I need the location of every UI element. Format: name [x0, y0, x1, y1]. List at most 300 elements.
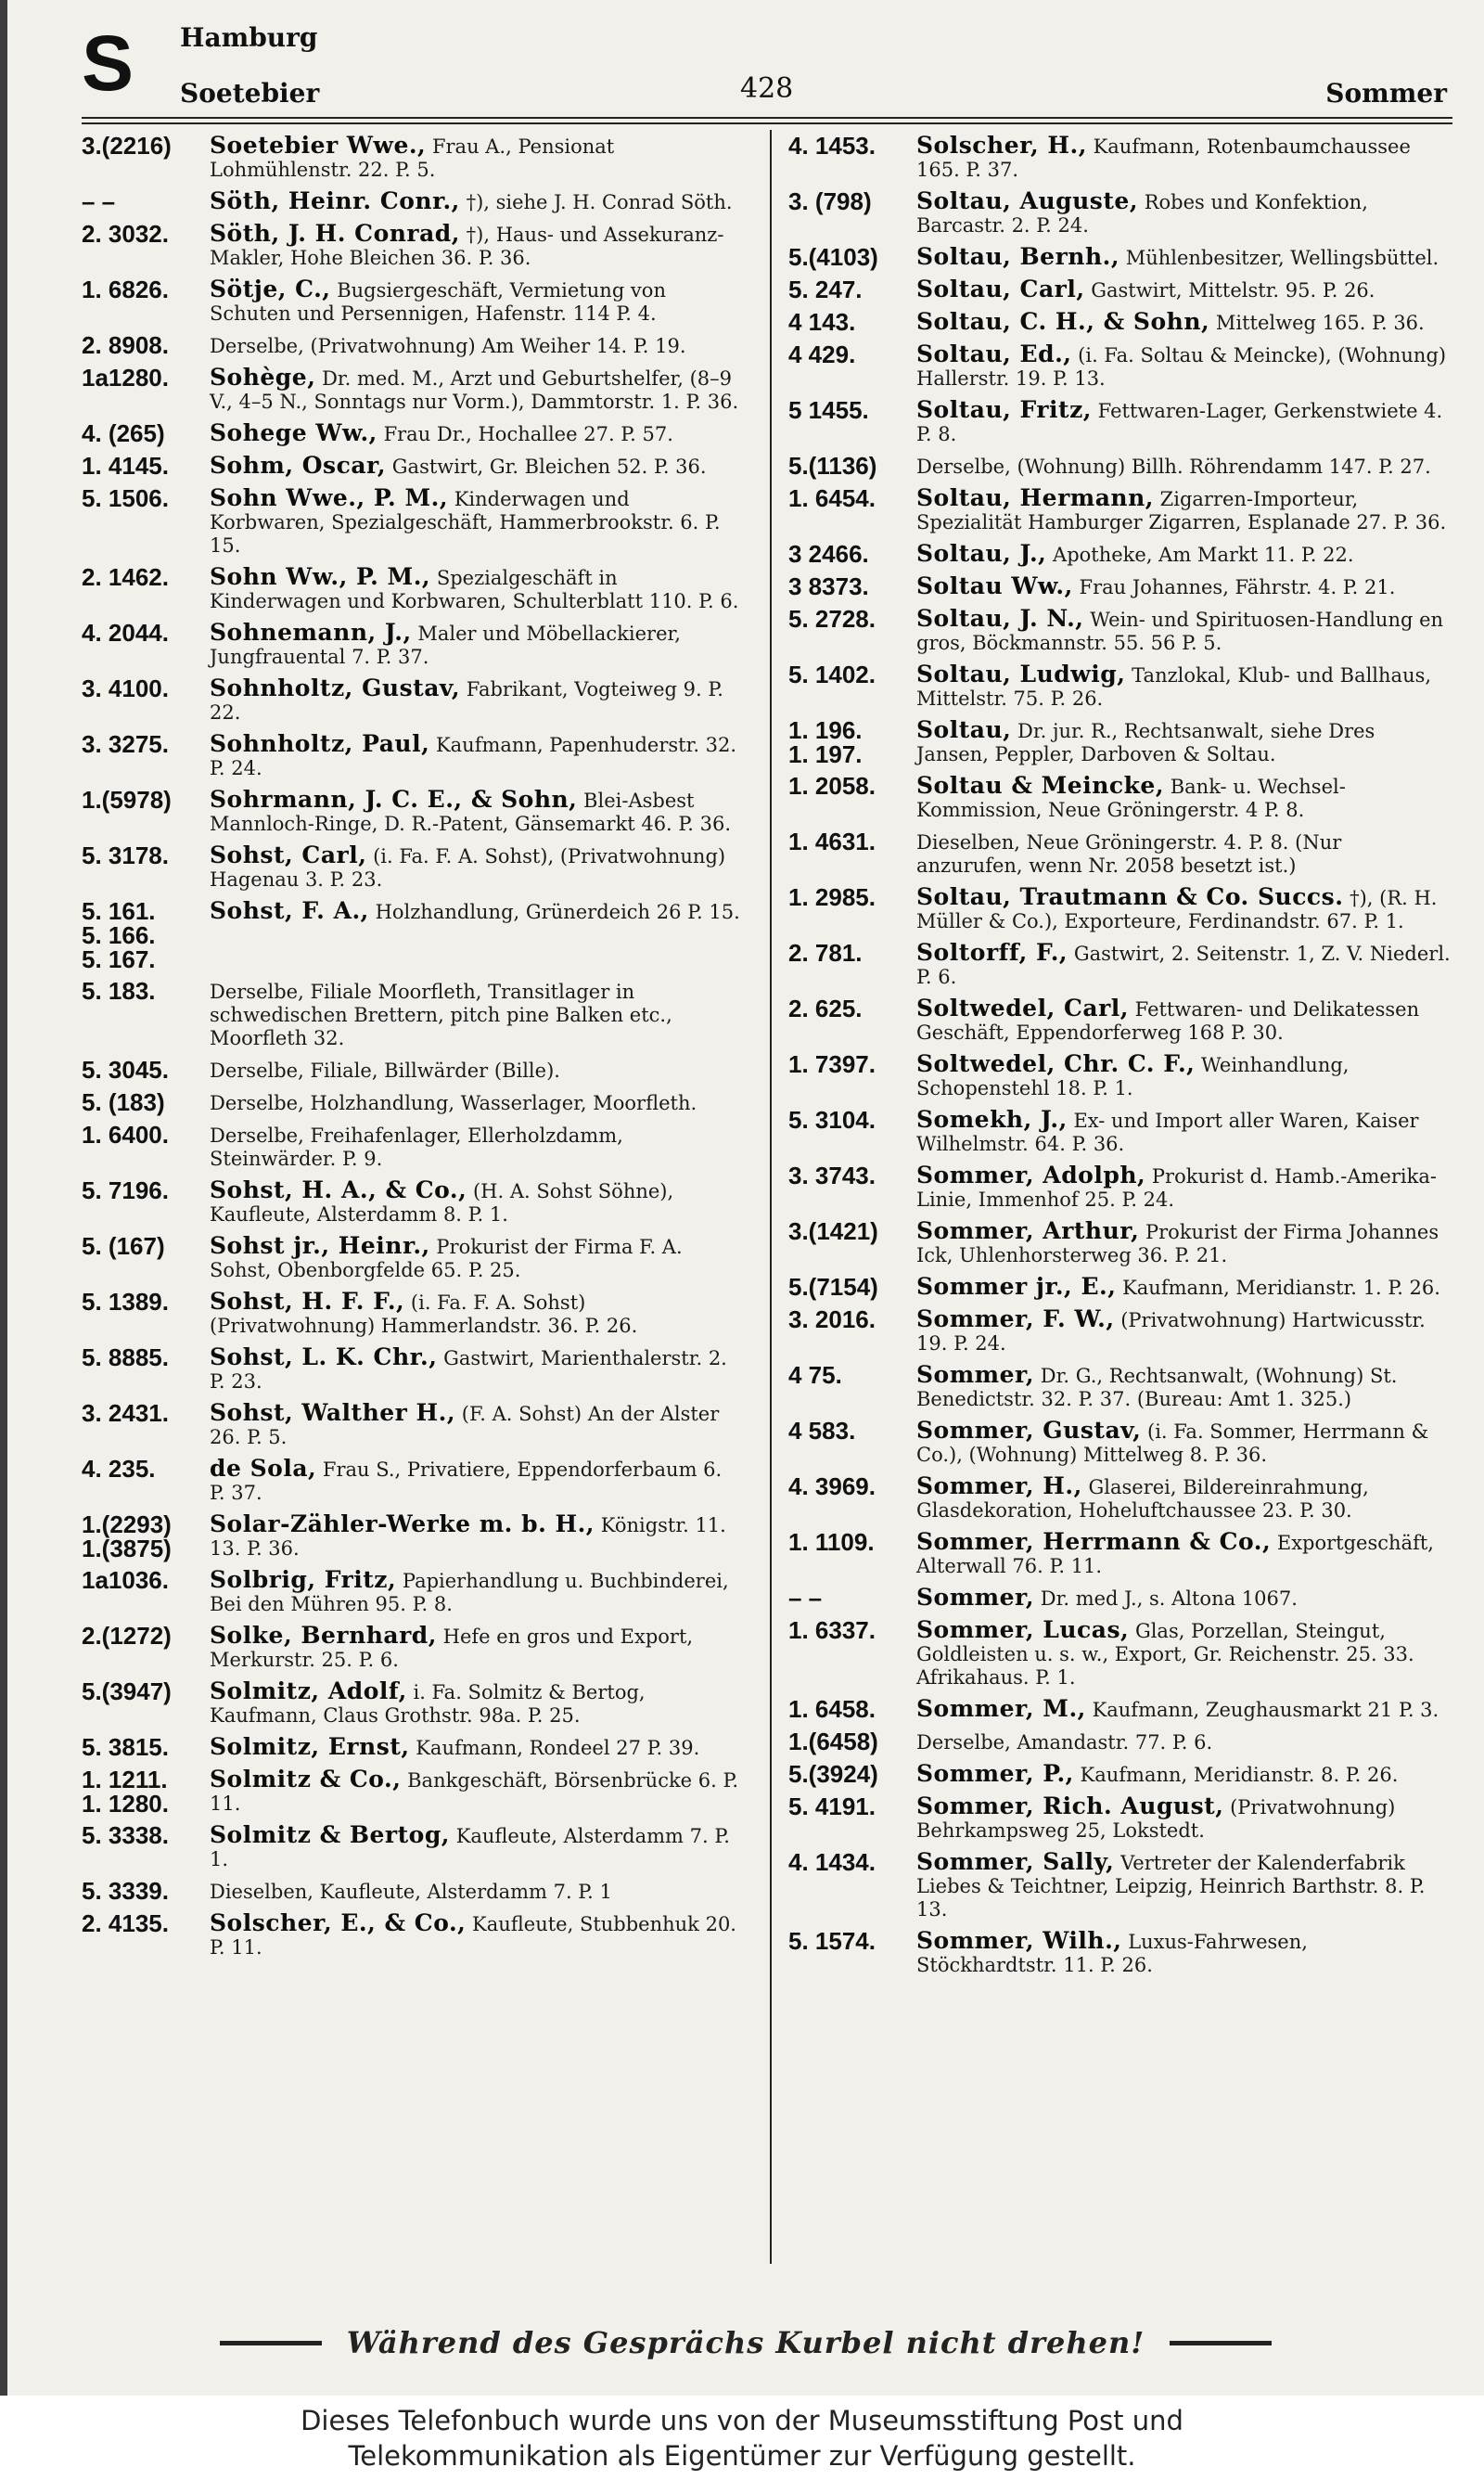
- directory-entry: [788, 607, 1452, 655]
- entry-text: [916, 189, 1452, 238]
- entry-text: [916, 245, 1452, 270]
- entry-details: Fabrikant, Vogteiweg 9. P. 22.: [210, 678, 723, 724]
- entry-text: [210, 788, 742, 836]
- entry-details: Spezialgeschäft in Kinderwagen und Korbwaren, Schulterblatt 110. P. 6.: [210, 567, 739, 612]
- phone-number: 3 8373.: [788, 572, 869, 600]
- phone-number: 1a1036.: [82, 1566, 169, 1594]
- entry-details: Frau S., Privatiere, Eppendorferbaum 6. P. 37.: [210, 1458, 723, 1504]
- entry-name: Soltau, Hermann,: [916, 484, 1154, 511]
- phone-number: 5.(3924): [788, 1760, 878, 1788]
- entry-name: Sommer, Wilh.,: [916, 1927, 1122, 1954]
- directory-entry: [82, 1568, 742, 1616]
- entry-text: [210, 277, 742, 326]
- entry-name: Sommer,: [916, 1361, 1035, 1388]
- directory-entry: [82, 189, 742, 214]
- phone-number: 3. (798): [788, 187, 872, 215]
- phone-number: 1. 7397.: [788, 1050, 876, 1078]
- entry-text: [210, 979, 742, 1050]
- entry-text: [916, 574, 1452, 599]
- directory-entry: [82, 222, 742, 270]
- entry-name: Soltau & Meincke,: [916, 772, 1165, 799]
- directory-entry: [788, 774, 1452, 822]
- phone-number: 5. 8885.: [82, 1343, 169, 1371]
- directory-entry: [82, 1290, 742, 1338]
- phone-number: 2. 625.: [788, 995, 863, 1022]
- directory-entry: [82, 454, 742, 479]
- entry-text: [916, 1275, 1452, 1300]
- entry-text: [916, 1850, 1452, 1921]
- entry-details: (H. A. Sohst Söhne), Kaufleute, Alsterdamm 8. P. 1.: [210, 1180, 674, 1226]
- phone-number: 5. 1506.: [82, 484, 169, 512]
- phone-number: 3. 4100.: [82, 675, 169, 702]
- entry-details: Kaufmann, Zeughausmarkt 21 P. 3.: [1085, 1699, 1439, 1721]
- entry-text: [916, 1163, 1452, 1212]
- entry-details: Glas, Porzellan, Steingut, Goldleisten u. s. w., Export, Gr. Reichenstr. 25. 33. Afrikahaus. P. 1.: [916, 1620, 1414, 1689]
- directory-entry: [82, 899, 742, 971]
- entry-name: Sohst, Walther H.,: [210, 1399, 456, 1426]
- entry-details: Hefe en gros und Export, Merkurstr. 25. P. 6.: [210, 1625, 694, 1671]
- phone-number: 1. 2985.: [788, 883, 876, 911]
- phone-number: 4. 1434.: [788, 1848, 876, 1876]
- phone-number: 4. (265): [82, 419, 165, 447]
- entry-text: [916, 1530, 1452, 1578]
- entry-details: Derselbe, (Wohnung) Billh. Röhrendamm 147. P. 27.: [916, 456, 1431, 478]
- entry-text: [916, 1586, 1452, 1611]
- entry-name: Soltau, Ludwig,: [916, 661, 1126, 687]
- phone-number: 5. 3178.: [82, 842, 169, 869]
- entry-text: [210, 333, 742, 358]
- entry-text: [916, 1929, 1452, 1977]
- entry-details: Dr. G., Rechtsanwalt, (Wohnung) St. Benedictstr. 32. P. 37. (Bureau: Amt 1. 325.): [916, 1365, 1398, 1410]
- directory-entry: [82, 788, 742, 836]
- entry-details: †), (R. H. Müller & Co.), Exporteure, Ferdinandstr. 67. P. 1.: [916, 887, 1438, 932]
- phone-number: 2. 8908.: [82, 331, 169, 359]
- entry-name: Sohst, L. K. Chr.,: [210, 1343, 438, 1370]
- entry-name: Sommer jr., E.,: [916, 1273, 1117, 1300]
- entry-text: [916, 1618, 1452, 1690]
- entry-text: [916, 1052, 1452, 1100]
- entry-details: Dr. jur. R., Rechtsanwalt, siehe Dres Jansen, Peppler, Darboven & Soltau.: [916, 720, 1375, 765]
- directory-entry: [788, 277, 1452, 302]
- footer-bar-right: [1170, 2341, 1272, 2345]
- entry-details: Bugsiergeschäft, Vermietung von Schuten und Persennigen, Hafenstr. 114 P. 4.: [210, 279, 666, 325]
- entry-name: Sohst jr., Heinr.,: [210, 1232, 430, 1259]
- phone-number: 4 143.: [788, 308, 856, 336]
- phone-number: 5.(3947): [82, 1677, 172, 1705]
- directory-entry: [82, 732, 742, 780]
- page-number: 428: [740, 72, 794, 105]
- entry-text: [916, 1794, 1452, 1843]
- entry-name: Soltorff, F.,: [916, 939, 1068, 966]
- directory-entry: [788, 1275, 1452, 1300]
- directory-entry: [82, 1767, 742, 1816]
- phone-number: 1. 1211. 1. 1280.: [82, 1766, 169, 1818]
- phone-number: 5. (167): [82, 1232, 165, 1260]
- directory-entry: [788, 941, 1452, 989]
- entry-details: Fettwaren- und Delikatessen Geschäft, Eppendorferweg 168 P. 30.: [916, 998, 1420, 1044]
- entry-name: Sommer, Herrmann & Co.,: [916, 1528, 1272, 1555]
- entry-text: [210, 1178, 742, 1227]
- entry-name: Soltau, Auguste,: [916, 187, 1139, 214]
- entry-name: Sommer, Arthur,: [916, 1217, 1140, 1244]
- phone-number: 1a1280.: [82, 364, 169, 392]
- entry-details: Kaufmann, Papenhuderstr. 32. P. 24.: [210, 734, 737, 779]
- entry-details: Ex- und Import aller Waren, Kaiser Wilhelmstr. 64. P. 36.: [916, 1110, 1419, 1155]
- entry-details: †), Haus- und Assekuranz-Makler, Hohe Bleichen 36. P. 36.: [210, 224, 724, 269]
- section-letter: S: [82, 19, 134, 107]
- entry-details: Kaufmann, Rotenbaumchaussee 165. P. 37.: [916, 135, 1411, 181]
- phone-number: 1.(5978): [82, 786, 172, 814]
- phone-number: 2. 1462.: [82, 563, 169, 591]
- directory-entry: [788, 718, 1452, 766]
- entry-details: Derselbe, Holzhandlung, Wasserlager, Moorfleth.: [210, 1092, 697, 1114]
- entry-details: Derselbe, Filiale Moorfleth, Transitlager in schwedischen Brettern, pitch pine Balken etc., Moorfleth 32.: [210, 981, 672, 1049]
- header-rule-top: [82, 117, 1452, 119]
- entry-text: [210, 843, 742, 892]
- directory-entry: [788, 662, 1452, 711]
- directory-entry: [788, 1219, 1452, 1267]
- left-column: [82, 134, 742, 1967]
- entry-details: Kinderwagen und Korbwaren, Spezialgeschäft, Hammerbrookstr. 6. P. 15.: [210, 488, 721, 557]
- entry-text: [210, 1290, 742, 1338]
- entry-text: [916, 1697, 1452, 1722]
- directory-entry: [82, 1058, 742, 1083]
- phone-number: 5. 161. 5. 166. 5. 167.: [82, 897, 156, 973]
- entry-text: [916, 1419, 1452, 1467]
- entry-details: Gastwirt, 2. Seitenstr. 1, Z. V. Niederl. P. 6.: [916, 943, 1451, 988]
- entry-name: Soltau, J. N.,: [916, 605, 1084, 632]
- directory-entry: [82, 843, 742, 892]
- entry-text: [916, 1307, 1452, 1356]
- entry-details: (i. Fa. F. A. Sohst), (Privatwohnung) Hagenau 3. P. 23.: [210, 845, 726, 891]
- directory-entry: [788, 885, 1452, 933]
- entry-details: Frau Johannes, Fährstr. 4. P. 21.: [1072, 576, 1396, 598]
- entry-text: [210, 222, 742, 270]
- entry-name: Sommer,: [916, 1584, 1035, 1611]
- entry-text: [916, 542, 1452, 567]
- directory-entry: [788, 1850, 1452, 1921]
- entry-text: [916, 1108, 1452, 1156]
- entry-text: [916, 662, 1452, 711]
- entry-details: Dieselben, Kaufleute, Alsterdamm 7. P. 1: [210, 1881, 612, 1903]
- entry-details: Holzhandlung, Grünerdeich 26 P. 15.: [368, 901, 740, 923]
- entry-name: Solmitz & Bertog,: [210, 1821, 451, 1848]
- entry-name: Soltau,: [916, 716, 1012, 743]
- phone-number: – –: [82, 187, 116, 215]
- entry-text: [210, 1911, 742, 1960]
- directory-entry: [82, 486, 742, 558]
- right-column: [788, 134, 1452, 1985]
- entry-name: de Sola,: [210, 1455, 317, 1482]
- entry-details: Bank- u. Wechsel-Kommission, Neue Gröningerstr. 4 P. 8.: [916, 776, 1346, 821]
- directory-entry: [82, 277, 742, 326]
- entry-text: [210, 1345, 742, 1394]
- entry-text: [210, 454, 742, 479]
- entry-details: Kaufleute, Stubbenhuk 20. P. 11.: [210, 1913, 736, 1959]
- phone-number: 5. (183): [82, 1088, 165, 1116]
- entry-text: [916, 277, 1452, 302]
- entry-details: (Privatwohnung) Hartwicusstr. 19. P. 24.: [916, 1309, 1426, 1355]
- entry-name: Soltau, C. H., & Sohn,: [916, 308, 1210, 335]
- entry-details: Mittelweg 165. P. 36.: [1209, 312, 1425, 334]
- directory-entry: [788, 310, 1452, 335]
- entry-details: Luxus-Fahrwesen, Stöckhardtstr. 11. P. 26.: [916, 1931, 1308, 1976]
- entry-details: Prokurist der Firma Johannes Ick, Uhlenhorsterweg 36. P. 21.: [916, 1221, 1439, 1266]
- directory-entry: [788, 1419, 1452, 1467]
- entry-details: Zigarren-Importeur, Spezialität Hamburger Zigarren, Esplanade 27. P. 36.: [916, 488, 1447, 533]
- entry-text: [210, 732, 742, 780]
- directory-entry: [82, 333, 742, 358]
- phone-number: 5. 4191.: [788, 1793, 876, 1820]
- entry-text: [916, 718, 1452, 766]
- entry-name: Sohst, H. F. F.,: [210, 1288, 405, 1315]
- directory-entry: [82, 1823, 742, 1871]
- entry-text: [210, 676, 742, 725]
- entry-name: Sohm, Oscar,: [210, 452, 387, 479]
- entry-name: Solscher, H.,: [916, 132, 1087, 159]
- column-divider: [770, 130, 772, 2264]
- directory-entry: [82, 1401, 742, 1449]
- entry-name: Soltau, Trautmann & Co. Succs.: [916, 883, 1344, 910]
- directory-entry: [82, 565, 742, 613]
- phone-number: 1. 2058.: [788, 772, 876, 800]
- phone-number: 5. 183.: [82, 977, 156, 1005]
- entry-details: Gastwirt, Marienthalerstr. 2. P. 23.: [210, 1347, 727, 1393]
- phone-number: 3. 2431.: [82, 1399, 169, 1427]
- entry-text: [916, 310, 1452, 335]
- entry-name: Sohnholtz, Gustav,: [210, 675, 461, 701]
- entry-text: [210, 366, 742, 414]
- entry-text: [916, 134, 1452, 182]
- phone-number: 5. 2728.: [788, 605, 876, 633]
- entry-details: Mühlenbesitzer, Wellingsbüttel.: [1119, 247, 1439, 269]
- directory-entry: [788, 1307, 1452, 1356]
- entry-text: [210, 899, 742, 971]
- entry-name: Solmitz, Adolf,: [210, 1677, 407, 1704]
- entry-text: [210, 134, 742, 182]
- entry-details: †), siehe J. H. Conrad Söth.: [459, 191, 733, 213]
- entry-text: [916, 1474, 1452, 1523]
- phone-number: 5.(1136): [788, 452, 877, 480]
- directory-entry: [82, 1345, 742, 1394]
- directory-entry: [788, 1762, 1452, 1787]
- directory-entry: [82, 1911, 742, 1960]
- entry-name: Sommer, Adolph,: [916, 1162, 1146, 1189]
- entry-name: Sötje, C.,: [210, 276, 331, 302]
- entry-name: Sohst, F. A.,: [210, 897, 369, 924]
- directory-entry: [82, 134, 742, 182]
- entry-name: Sommer, Gustav,: [916, 1417, 1142, 1444]
- entry-details: (Privatwohnung) Behrkampsweg 25, Lokstedt.: [916, 1796, 1396, 1842]
- entry-details: Weinhandlung, Schopenstehl 18. P. 1.: [916, 1054, 1350, 1099]
- entry-name: Sommer, Lucas,: [916, 1616, 1130, 1643]
- entry-name: Solar-Zähler-Werke m. b. H.,: [210, 1510, 595, 1537]
- phone-number: 3. 3743.: [788, 1162, 876, 1189]
- entry-text: [916, 486, 1452, 534]
- phone-number: 1. 1109.: [788, 1528, 875, 1556]
- phone-number: 4 75.: [788, 1361, 842, 1389]
- directory-entry: [82, 421, 742, 446]
- directory-entry: [788, 1052, 1452, 1100]
- entry-name: Söth, J. H. Conrad,: [210, 220, 460, 247]
- phone-number: 5. 1389.: [82, 1288, 169, 1316]
- phone-number: 1. 6826.: [82, 276, 169, 303]
- directory-entry: [82, 1123, 742, 1171]
- entry-details: Papierhandlung u. Buchbinderei, Bei den Mühren 95. P. 8.: [210, 1570, 729, 1615]
- entry-text: [916, 454, 1452, 479]
- credit-notice: [0, 2396, 1484, 2480]
- directory-entry: [82, 676, 742, 725]
- phone-number: 5. 1574.: [788, 1927, 876, 1955]
- entry-name: Sommer, M.,: [916, 1695, 1086, 1722]
- entry-details: Kaufleute, Alsterdamm 7. P. 1.: [210, 1825, 730, 1870]
- entry-text: [916, 941, 1452, 989]
- entry-text: [210, 565, 742, 613]
- directory-entry: [788, 398, 1452, 446]
- directory-entry: [82, 621, 742, 669]
- phone-number: – –: [788, 1584, 823, 1612]
- entry-name: Sohnholtz, Paul,: [210, 730, 430, 757]
- entry-name: Solbrig, Fritz,: [210, 1566, 397, 1593]
- header-rule-bottom: [82, 122, 1452, 124]
- directory-entry: [82, 1178, 742, 1227]
- entry-name: Soetebier Wwe.,: [210, 132, 427, 159]
- entry-details: Königstr. 11. 13. P. 36.: [210, 1514, 726, 1560]
- directory-entry: [788, 134, 1452, 182]
- entry-name: Soltwedel, Chr. C. F.,: [916, 1050, 1196, 1077]
- entry-name: Sohn Wwe., P. M.,: [210, 484, 449, 511]
- directory-entry: [788, 1929, 1452, 1977]
- phone-number: 1. 6454.: [788, 484, 876, 512]
- entry-details: Vertreter der Kalenderfabrik Liebes & Teichtner, Leipzig, Heinrich Barthstr. 8. P. 13.: [916, 1852, 1426, 1921]
- entry-text: [916, 1762, 1452, 1787]
- directory-entry: [788, 1108, 1452, 1156]
- phone-number: 5. 3104.: [788, 1106, 876, 1134]
- directory-entry: [82, 1512, 742, 1561]
- phone-number: 1.(2293) 1.(3875): [82, 1510, 172, 1562]
- footer-bar-left: [220, 2341, 322, 2345]
- directory-entry: [82, 1879, 742, 1904]
- entry-name: Soltau, Ed.,: [916, 341, 1072, 367]
- entry-details: Bankgeschäft, Börsenbrücke 6. P. 11.: [210, 1769, 739, 1815]
- entry-details: Exportgeschäft, Alterwall 76. P. 11.: [916, 1532, 1434, 1577]
- header-city: Hamburg: [180, 22, 318, 53]
- entry-details: Prokurist der Firma F. A. Sohst, Obenborgfelde 65. P. 25.: [210, 1236, 683, 1281]
- entry-text: [210, 1512, 742, 1561]
- directory-entry: [788, 1729, 1452, 1754]
- entry-details: Gastwirt, Gr. Bleichen 52. P. 36.: [386, 456, 707, 478]
- entry-name: Sommer, Rich. August,: [916, 1793, 1224, 1819]
- entry-text: [916, 885, 1452, 933]
- credit-line-2: Telekommunikation als Eigentümer zur Verfügung gestellt.: [348, 2440, 1136, 2472]
- directory-entry: [788, 829, 1452, 878]
- phone-number: 1. 6458.: [788, 1695, 876, 1723]
- phone-number: 5. 3815.: [82, 1733, 169, 1761]
- entry-details: Dr. med. M., Arzt und Geburtshelfer, (8–9 V., 4–5 N., Sonntags nur Vorm.), Dammtorstr. 1. P. 36.: [210, 367, 739, 413]
- phone-number: 4. 1453.: [788, 132, 876, 160]
- phone-number: 3.(1421): [788, 1217, 878, 1245]
- phone-number: 1. 4145.: [82, 452, 169, 480]
- entry-details: Prokurist d. Hamb.-Amerika-Linie, Immenhof 25. P. 24.: [916, 1165, 1437, 1211]
- entry-text: [916, 607, 1452, 655]
- entry-text: [210, 1457, 742, 1505]
- phone-number: 1. 6400.: [82, 1121, 169, 1149]
- entry-name: Sohège,: [210, 364, 316, 391]
- entry-details: Wein- und Spirituosen-Handlung en gros, Böckmannstr. 55. 56 P. 5.: [916, 609, 1444, 654]
- entry-details: Glaserei, Bildereinrahmung, Glasdekoration, Hoheluftchaussee 23. P. 30.: [916, 1476, 1369, 1522]
- entry-details: Dieselben, Neue Gröningerstr. 4. P. 8. (Nur anzurufen, wenn Nr. 2058 besetzt ist.): [916, 831, 1342, 877]
- entry-name: Sohst, H. A., & Co.,: [210, 1176, 467, 1203]
- entry-text: [916, 1729, 1452, 1754]
- phone-number: 2. 781.: [788, 939, 863, 967]
- entry-text: [916, 398, 1452, 446]
- entry-text: [210, 1679, 742, 1728]
- directory-entry: [82, 1679, 742, 1728]
- directory-entry: [82, 1234, 742, 1282]
- entry-name: Soltwedel, Carl,: [916, 995, 1129, 1022]
- directory-entry: [788, 542, 1452, 567]
- entry-text: [916, 1219, 1452, 1267]
- entry-name: Solmitz & Co.,: [210, 1766, 402, 1793]
- entry-name: Soltau, Fritz,: [916, 396, 1092, 423]
- entry-details: Blei-Asbest Mannloch-Ringe, D. R.-Patent, Gänsemarkt 46. P. 36.: [210, 790, 732, 835]
- directory-entry: [788, 486, 1452, 534]
- entry-name: Soltau, Carl,: [916, 276, 1085, 302]
- entry-details: Frau A., Pensionat Lohmühlenstr. 22. P. 5.: [210, 135, 615, 181]
- phone-number: 1. 196. 1. 197.: [788, 716, 863, 768]
- credit-line-1: Dieses Telefonbuch wurde uns von der Museumsstiftung Post und: [301, 2405, 1183, 2436]
- entry-name: Sohn Ww., P. M.,: [210, 563, 431, 590]
- phone-number: 4. 3969.: [788, 1472, 876, 1500]
- entry-text: [210, 1234, 742, 1282]
- directory-entry: [82, 1735, 742, 1760]
- entry-details: Derselbe, Freihafenlager, Ellerholzdamm, Steinwärder. P. 9.: [210, 1124, 623, 1170]
- phone-number: 3. 3275.: [82, 730, 169, 758]
- entry-text: [916, 829, 1452, 878]
- phone-number: 3.(2216): [82, 132, 172, 160]
- phone-number: 3. 2016.: [788, 1305, 876, 1333]
- entry-text: [210, 621, 742, 669]
- phone-number: 5. 247.: [788, 276, 863, 303]
- phone-number: 1. 6337.: [788, 1616, 876, 1644]
- entry-name: Sohnemann, J.,: [210, 619, 412, 646]
- entry-details: Frau Dr., Hochallee 27. P. 57.: [377, 423, 673, 445]
- directory-entry: [788, 574, 1452, 599]
- directory-entry: [788, 1163, 1452, 1212]
- entry-details: Derselbe, Filiale, Billwärder (Bille).: [210, 1060, 560, 1082]
- entry-name: Sommer, H.,: [916, 1472, 1082, 1499]
- entry-details: Gastwirt, Mittelstr. 95. P. 26.: [1084, 279, 1375, 302]
- phone-number: 4. 235.: [82, 1455, 156, 1483]
- entry-details: Kaufmann, Rondeel 27 P. 39.: [409, 1737, 700, 1759]
- directory-entry: [82, 1090, 742, 1115]
- entry-name: Sommer, Sally,: [916, 1848, 1115, 1875]
- entry-name: Soltau Ww.,: [916, 572, 1073, 599]
- directory-entry: [788, 245, 1452, 270]
- entry-details: (i. Fa. Sommer, Herrmann & Co.), (Wohnung) Mittelweg 8. P. 36.: [916, 1420, 1429, 1466]
- phone-number: 4. 2044.: [82, 619, 169, 647]
- entry-text: [210, 1879, 742, 1904]
- phone-number: 5.(7154): [788, 1273, 878, 1301]
- entry-text: [210, 1123, 742, 1171]
- entry-text: [210, 1735, 742, 1760]
- header-last-entry: Sommer: [1325, 78, 1447, 109]
- phone-number: 4 429.: [788, 341, 856, 368]
- entry-text: [916, 774, 1452, 822]
- entry-details: Fettwaren-Lager, Gerkenstwiete 4. P. 8.: [916, 400, 1443, 445]
- entry-text: [210, 1767, 742, 1816]
- entry-name: Sommer, P.,: [916, 1760, 1074, 1787]
